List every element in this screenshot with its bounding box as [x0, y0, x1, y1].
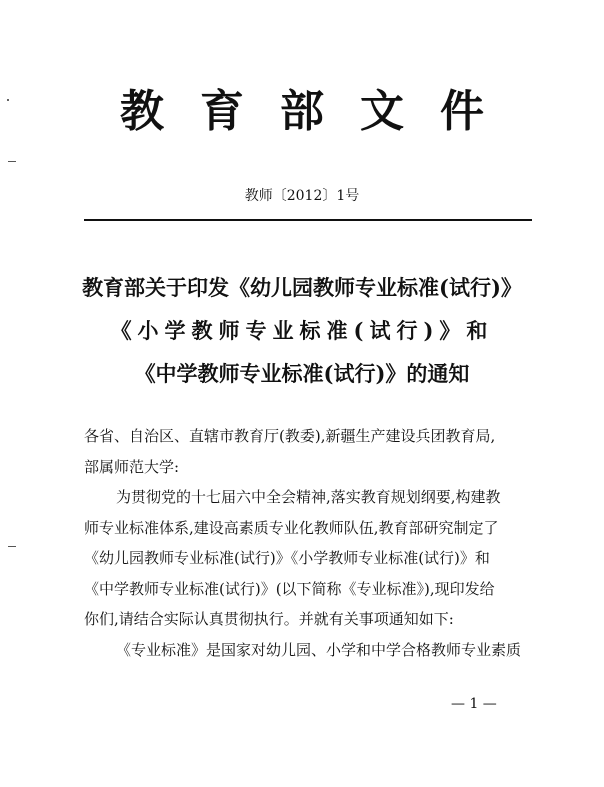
- page-number: — 1 —: [451, 696, 497, 712]
- paragraph-line: 为贯彻党的十七届六中全会精神,落实教育规划纲要,构建教: [116, 488, 501, 506]
- notice-title-line: 教育部关于印发《幼儿园教师专业标准(试行)》: [82, 275, 522, 300]
- salutation-line: 各省、自治区、直辖市教育厅(教委),新疆生产建设兵团教育局,: [84, 427, 496, 445]
- document-body: [84, 421, 544, 665]
- document-header-title: 教育部文件: [120, 86, 520, 137]
- paragraph-line: 你们,请结合实际认真贯彻执行。并就有关事项通知如下:: [84, 610, 454, 628]
- paragraph-line: 《中学教师专业标准(试行)》(以下简称《专业标准》),现印发给: [84, 579, 495, 598]
- document-number: 教师〔2012〕1号: [244, 188, 360, 204]
- margin-mark: [8, 546, 16, 547]
- paragraph-line: 《幼儿园教师专业标准(试行)》《小学教师专业标准(试行)》和: [84, 549, 490, 567]
- salutation-line: 部属师范大学:: [84, 457, 180, 476]
- notice-title-line: 《小学教师专业标准(试行)》和: [110, 318, 494, 343]
- notice-title: [40, 266, 564, 395]
- margin-mark: [8, 161, 16, 162]
- header-divider: [84, 219, 532, 221]
- notice-title-line: 《中学教师专业标准(试行)》的通知: [134, 361, 470, 386]
- paragraph-line: 《专业标准》是国家对幼儿园、小学和中学合格教师专业素质: [116, 640, 522, 659]
- paragraph-line: 师专业标准体系,建设高素质专业化教师队伍,教育部研究制定了: [84, 518, 499, 537]
